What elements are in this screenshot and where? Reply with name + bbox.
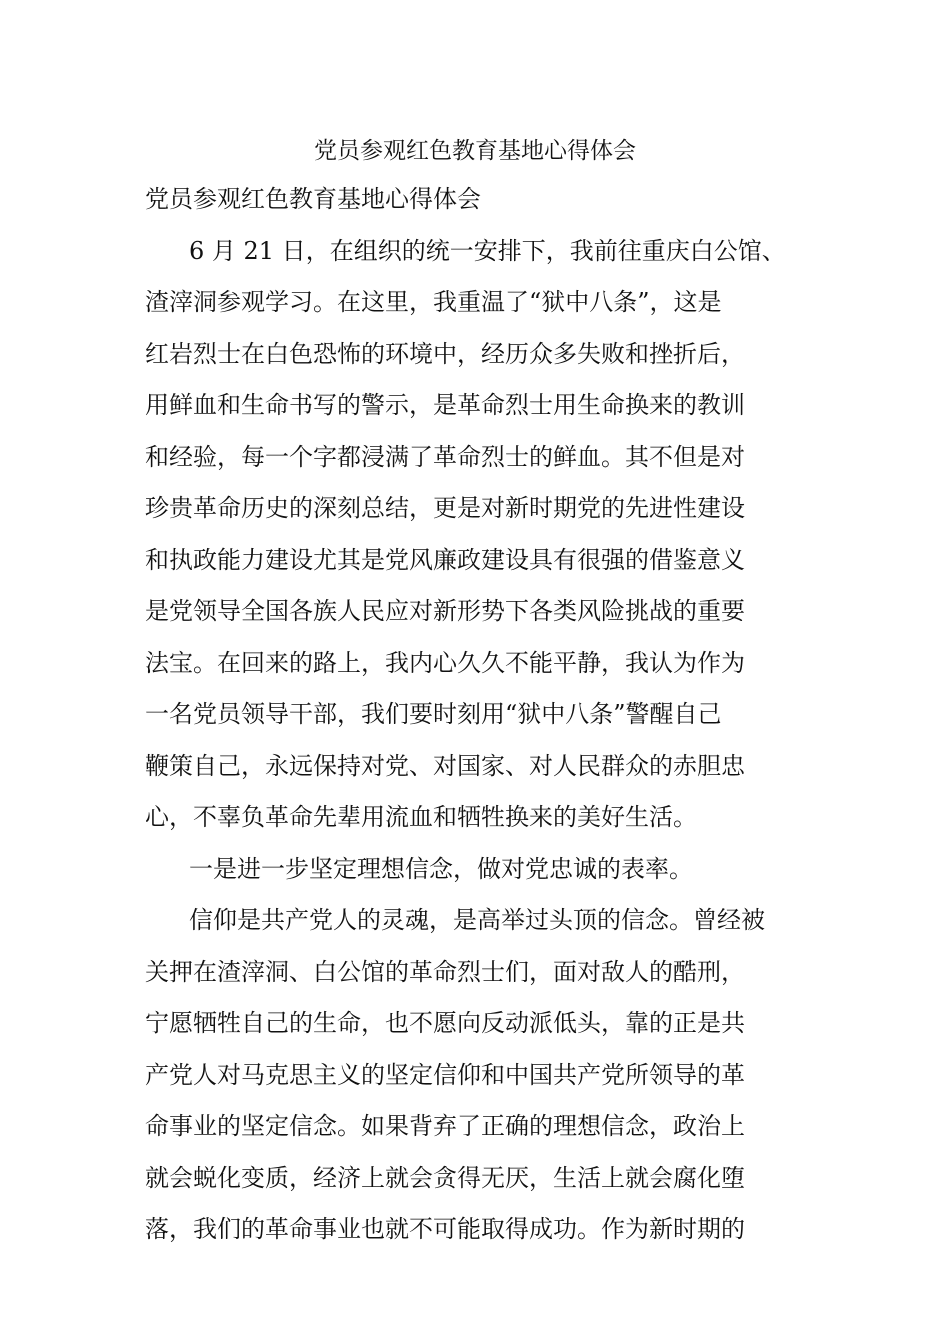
text-line: 一名党员领导干部，我们要时刻用“狱中八条”警醒自己 — [145, 700, 722, 728]
text-line: 就会蜕化变质，经济上就会贪得无厌，生活上就会腐化堕 — [145, 1163, 745, 1192]
text-line: 法宝。在回来的路上，我内心久久不能平静，我认为作为 — [145, 648, 745, 677]
text-line: 用鲜血和生命书写的警示，是革命烈士用生命换来的教训 — [145, 391, 745, 419]
text-line: 鞭策自己，永远保持对党、对国家、对人民群众的赤胆忠 — [145, 751, 745, 780]
text-line: 和执政能力建设尤其是党风廉政建设具有很强的借鉴意义 — [145, 545, 745, 574]
text-line: 红岩烈士在白色恐怖的环境中，经历众多失败和挫折后， — [145, 339, 745, 368]
document-title: 党员参观红色教育基地心得体会 — [314, 138, 636, 164]
text-line: 命事业的坚定信念。如果背弃了正确的理想信念，政治上 — [145, 1112, 745, 1140]
text-line: 宁愿牺牲自己的生命，也不愿向反动派低头，靠的正是共 — [145, 1009, 745, 1037]
document-body — [145, 184, 835, 1266]
text-line: 党员参观红色教育基地心得体会 — [145, 185, 481, 213]
text-line: 关押在渣滓洞、白公馆的革命烈士们，面对敌人的酷刑， — [145, 957, 745, 986]
text-line: 珍贵革命历史的深刻总结，更是对新时期党的先进性建设 — [145, 494, 745, 522]
text-line: 是党领导全国各族人民应对新形势下各类风险挑战的重要 — [145, 597, 745, 625]
text-line: 6 月 21 日，在组织的统一安排下，我前往重庆白公馆、 — [189, 236, 786, 265]
text-line: 信仰是共产党人的灵魂，是高举过头顶的信念。曾经被 — [189, 906, 765, 934]
text-line: 产党人对马克思主义的坚定信仰和中国共产党所领导的革 — [145, 1060, 745, 1089]
text-line: 和经验，每一个字都浸满了革命烈士的鲜血。其不但是对 — [145, 442, 745, 471]
text-line: 心，不辜负革命先辈用流血和牺牲换来的美好生活。 — [145, 803, 697, 831]
text-line: 落，我们的革命事业也就不可能取得成功。作为新时期的 — [145, 1215, 745, 1243]
text-line: 渣滓洞参观学习。在这里，我重温了“狱中八条”，这是 — [145, 288, 722, 316]
text-line: 一是进一步坚定理想信念，做对党忠诚的表率。 — [189, 854, 693, 883]
